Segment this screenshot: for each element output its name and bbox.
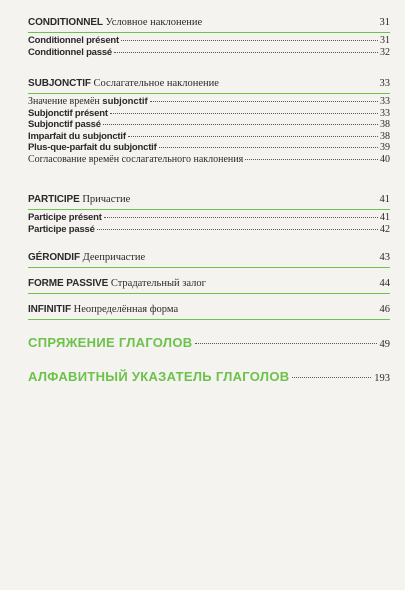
section-title-ru: Сослагательное наклонение <box>93 78 219 89</box>
toc-entry[interactable] <box>28 154 390 166</box>
toc-entry[interactable] <box>28 131 390 143</box>
entry-label-prefix: Значение времён <box>28 96 103 107</box>
entry-label <box>28 96 148 108</box>
leader-dots <box>104 217 378 218</box>
section-title-ru: Причастие <box>82 194 131 205</box>
leader-dots <box>150 101 378 102</box>
section-heading[interactable] <box>28 277 390 294</box>
entry-page-number: 38 <box>380 130 390 142</box>
section-title-fr: SUBJONCTIF <box>28 78 91 89</box>
entry-label-term: subjonctif <box>102 96 148 107</box>
leader-dots <box>159 147 378 148</box>
entry-label: Participe présent <box>28 212 102 223</box>
chapter-page-number: 193 <box>374 373 390 384</box>
section-page-number: 41 <box>379 194 390 205</box>
toc-entry[interactable] <box>28 119 390 131</box>
toc-entry[interactable] <box>28 224 390 236</box>
entry-page-number: 41 <box>380 212 390 223</box>
toc-entry[interactable] <box>28 212 390 224</box>
section-page-number: 33 <box>379 78 390 89</box>
section-title-fr: CONDITIONNEL <box>28 17 103 28</box>
entry-label: Subjonctif présent <box>28 107 108 119</box>
toc-chapter-conjugation[interactable] <box>28 335 390 350</box>
section-title-fr: FORME PASSIVE <box>28 278 109 289</box>
leader-dots <box>103 124 378 125</box>
entry-page-number: 38 <box>380 119 390 130</box>
entry-page-number: 33 <box>380 107 390 119</box>
entry-page-number: 42 <box>380 223 390 235</box>
leader-dots <box>245 159 378 160</box>
leader-dots <box>121 40 378 41</box>
entry-page-number: 39 <box>380 142 390 153</box>
leader-dots <box>128 136 378 137</box>
entry-label: Conditionnel passé <box>28 46 113 58</box>
toc-entry[interactable] <box>28 108 390 120</box>
entry-page-number: 33 <box>380 96 390 107</box>
leader-dots <box>114 52 378 53</box>
toc-entry[interactable] <box>28 35 390 47</box>
entry-label: Participe passé <box>28 223 95 235</box>
leader-dots <box>97 229 378 230</box>
section-heading[interactable] <box>28 303 390 320</box>
entry-label: Conditionnel présent <box>28 35 120 46</box>
section-heading[interactable] <box>28 251 390 268</box>
leader-dots <box>292 377 371 378</box>
section-heading[interactable] <box>28 77 390 94</box>
toc-section-participe <box>28 193 390 235</box>
toc-entry[interactable] <box>28 142 390 154</box>
toc-entry[interactable] <box>28 96 390 108</box>
toc-section-forme-passive <box>28 277 390 294</box>
section-page-number: 31 <box>379 17 390 28</box>
section-title-fr: INFINITIF <box>28 304 71 315</box>
entry-label: Imparfait du subjonctif <box>28 130 126 142</box>
leader-dots <box>195 343 376 344</box>
toc-chapter-verb-index[interactable] <box>28 369 390 384</box>
chapter-label: СПРЯЖЕНИЕ ГЛАГОЛОВ <box>28 335 193 350</box>
leader-dots <box>110 113 378 114</box>
entry-label: Согласование времён сослагательного наклонения <box>28 153 244 165</box>
section-heading[interactable] <box>28 193 390 210</box>
entry-page-number: 40 <box>380 153 390 165</box>
chapter-page-number: 49 <box>379 339 390 350</box>
entry-page-number: 32 <box>380 46 390 58</box>
section-title-ru: Неопределённая форма <box>73 304 179 315</box>
section-page-number: 44 <box>379 278 390 289</box>
section-heading[interactable] <box>28 16 390 33</box>
toc-section-infinitif <box>28 303 390 320</box>
toc-section-subjonctif <box>28 77 390 165</box>
section-title-ru: Деепричастие <box>82 252 146 263</box>
section-title-fr: GÉRONDIF <box>28 252 80 263</box>
entry-page-number: 31 <box>380 35 390 46</box>
entry-label: Plus-que-parfait du subjonctif <box>28 142 157 153</box>
toc-section-gerondif <box>28 251 390 268</box>
entry-label: Subjonctif passé <box>28 119 101 130</box>
section-page-number: 46 <box>379 304 390 315</box>
toc-section-conditionnel <box>28 16 390 58</box>
chapter-label: АЛФАВИТНЫЙ УКАЗАТЕЛЬ ГЛАГОЛОВ <box>28 369 290 384</box>
section-title-ru: Условное наклонение <box>105 17 203 28</box>
section-title-fr: PARTICIPE <box>28 194 80 205</box>
toc-entry[interactable] <box>28 47 390 59</box>
section-title-ru: Страдательный залог <box>110 278 206 289</box>
section-page-number: 43 <box>379 252 390 263</box>
